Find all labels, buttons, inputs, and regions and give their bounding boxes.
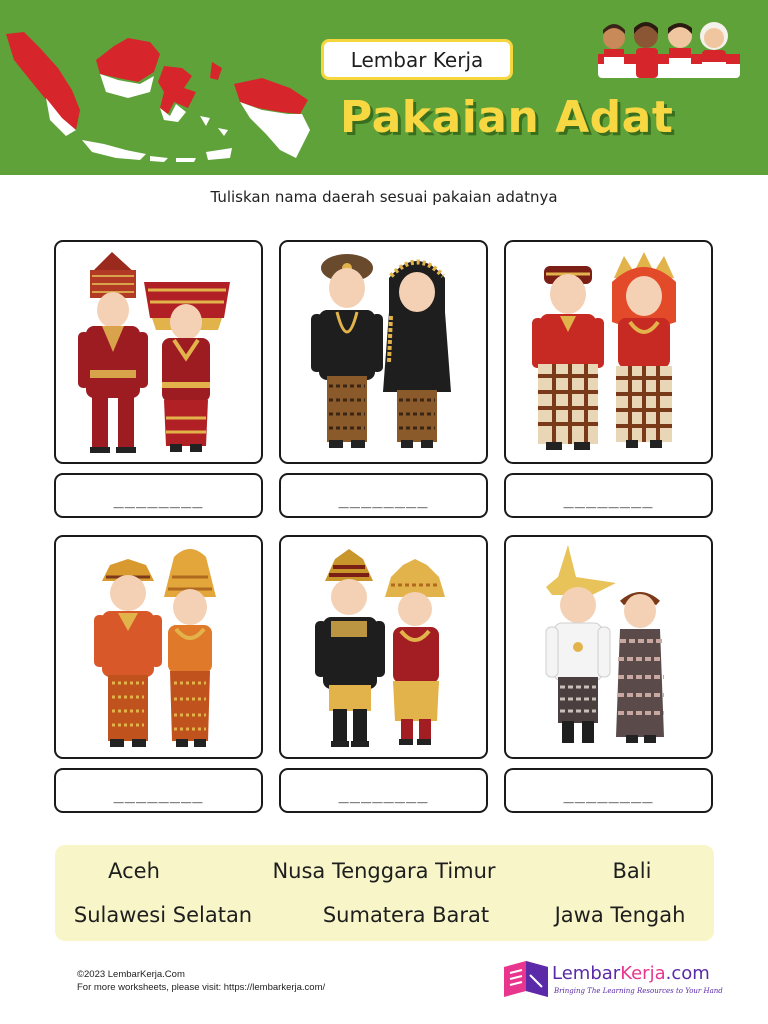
costume-card-3 xyxy=(504,240,713,464)
copyright-text: ©2023 LembarKerja.Com xyxy=(77,969,185,980)
costume-card-2 xyxy=(279,240,488,464)
word-bank-item: Bali xyxy=(612,859,652,883)
jawa-tengah-costume-icon xyxy=(281,242,486,462)
indonesia-map-flag-icon xyxy=(0,18,320,163)
website-link[interactable]: For more worksheets, please visit: https://lembarkerja.com/ xyxy=(77,982,326,993)
sulawesi-selatan-costume-icon xyxy=(506,242,711,462)
costume-card-4 xyxy=(54,535,263,759)
answer-field-3[interactable]: ________ xyxy=(504,473,713,518)
answer-field-4[interactable]: ________ xyxy=(54,768,263,813)
brand-logo[interactable] xyxy=(500,957,723,1005)
brand-name: LembarKerja.com xyxy=(552,963,710,984)
instruction-text: Tuliskan nama daerah sesuai pakaian adatnya xyxy=(210,188,558,206)
bali-costume-icon xyxy=(56,537,261,757)
costume-card-1 xyxy=(54,240,263,464)
aceh-costume-icon xyxy=(281,537,486,757)
sumatera-barat-costume-icon xyxy=(56,242,261,462)
nusa-tenggara-timur-costume-icon xyxy=(506,537,711,757)
word-bank-item: Sumatera Barat xyxy=(322,903,490,927)
costume-card-5 xyxy=(279,535,488,759)
answer-field-1[interactable]: ________ xyxy=(54,473,263,518)
word-bank-item: Aceh xyxy=(108,859,160,883)
answer-field-6[interactable]: ________ xyxy=(504,768,713,813)
word-bank-item: Sulawesi Selatan xyxy=(73,903,253,927)
footer-text xyxy=(77,968,325,994)
header-banner xyxy=(0,0,768,175)
word-bank-item: Jawa Tengah xyxy=(554,903,686,927)
costume-card-6 xyxy=(504,535,713,759)
word-bank xyxy=(55,845,714,941)
answer-field-2[interactable]: ________ xyxy=(279,473,488,518)
worksheet-badge: Lembar Kerja xyxy=(321,39,513,80)
book-logo-icon xyxy=(500,957,552,1003)
brand-tagline: Bringing The Learning Resources to Your Hand xyxy=(554,987,723,995)
word-bank-item: Nusa Tenggara Timur xyxy=(272,859,496,883)
children-flag-illustration-icon xyxy=(594,14,744,82)
answer-field-5[interactable]: ________ xyxy=(279,768,488,813)
page-title: Pakaian Adat xyxy=(340,92,674,143)
